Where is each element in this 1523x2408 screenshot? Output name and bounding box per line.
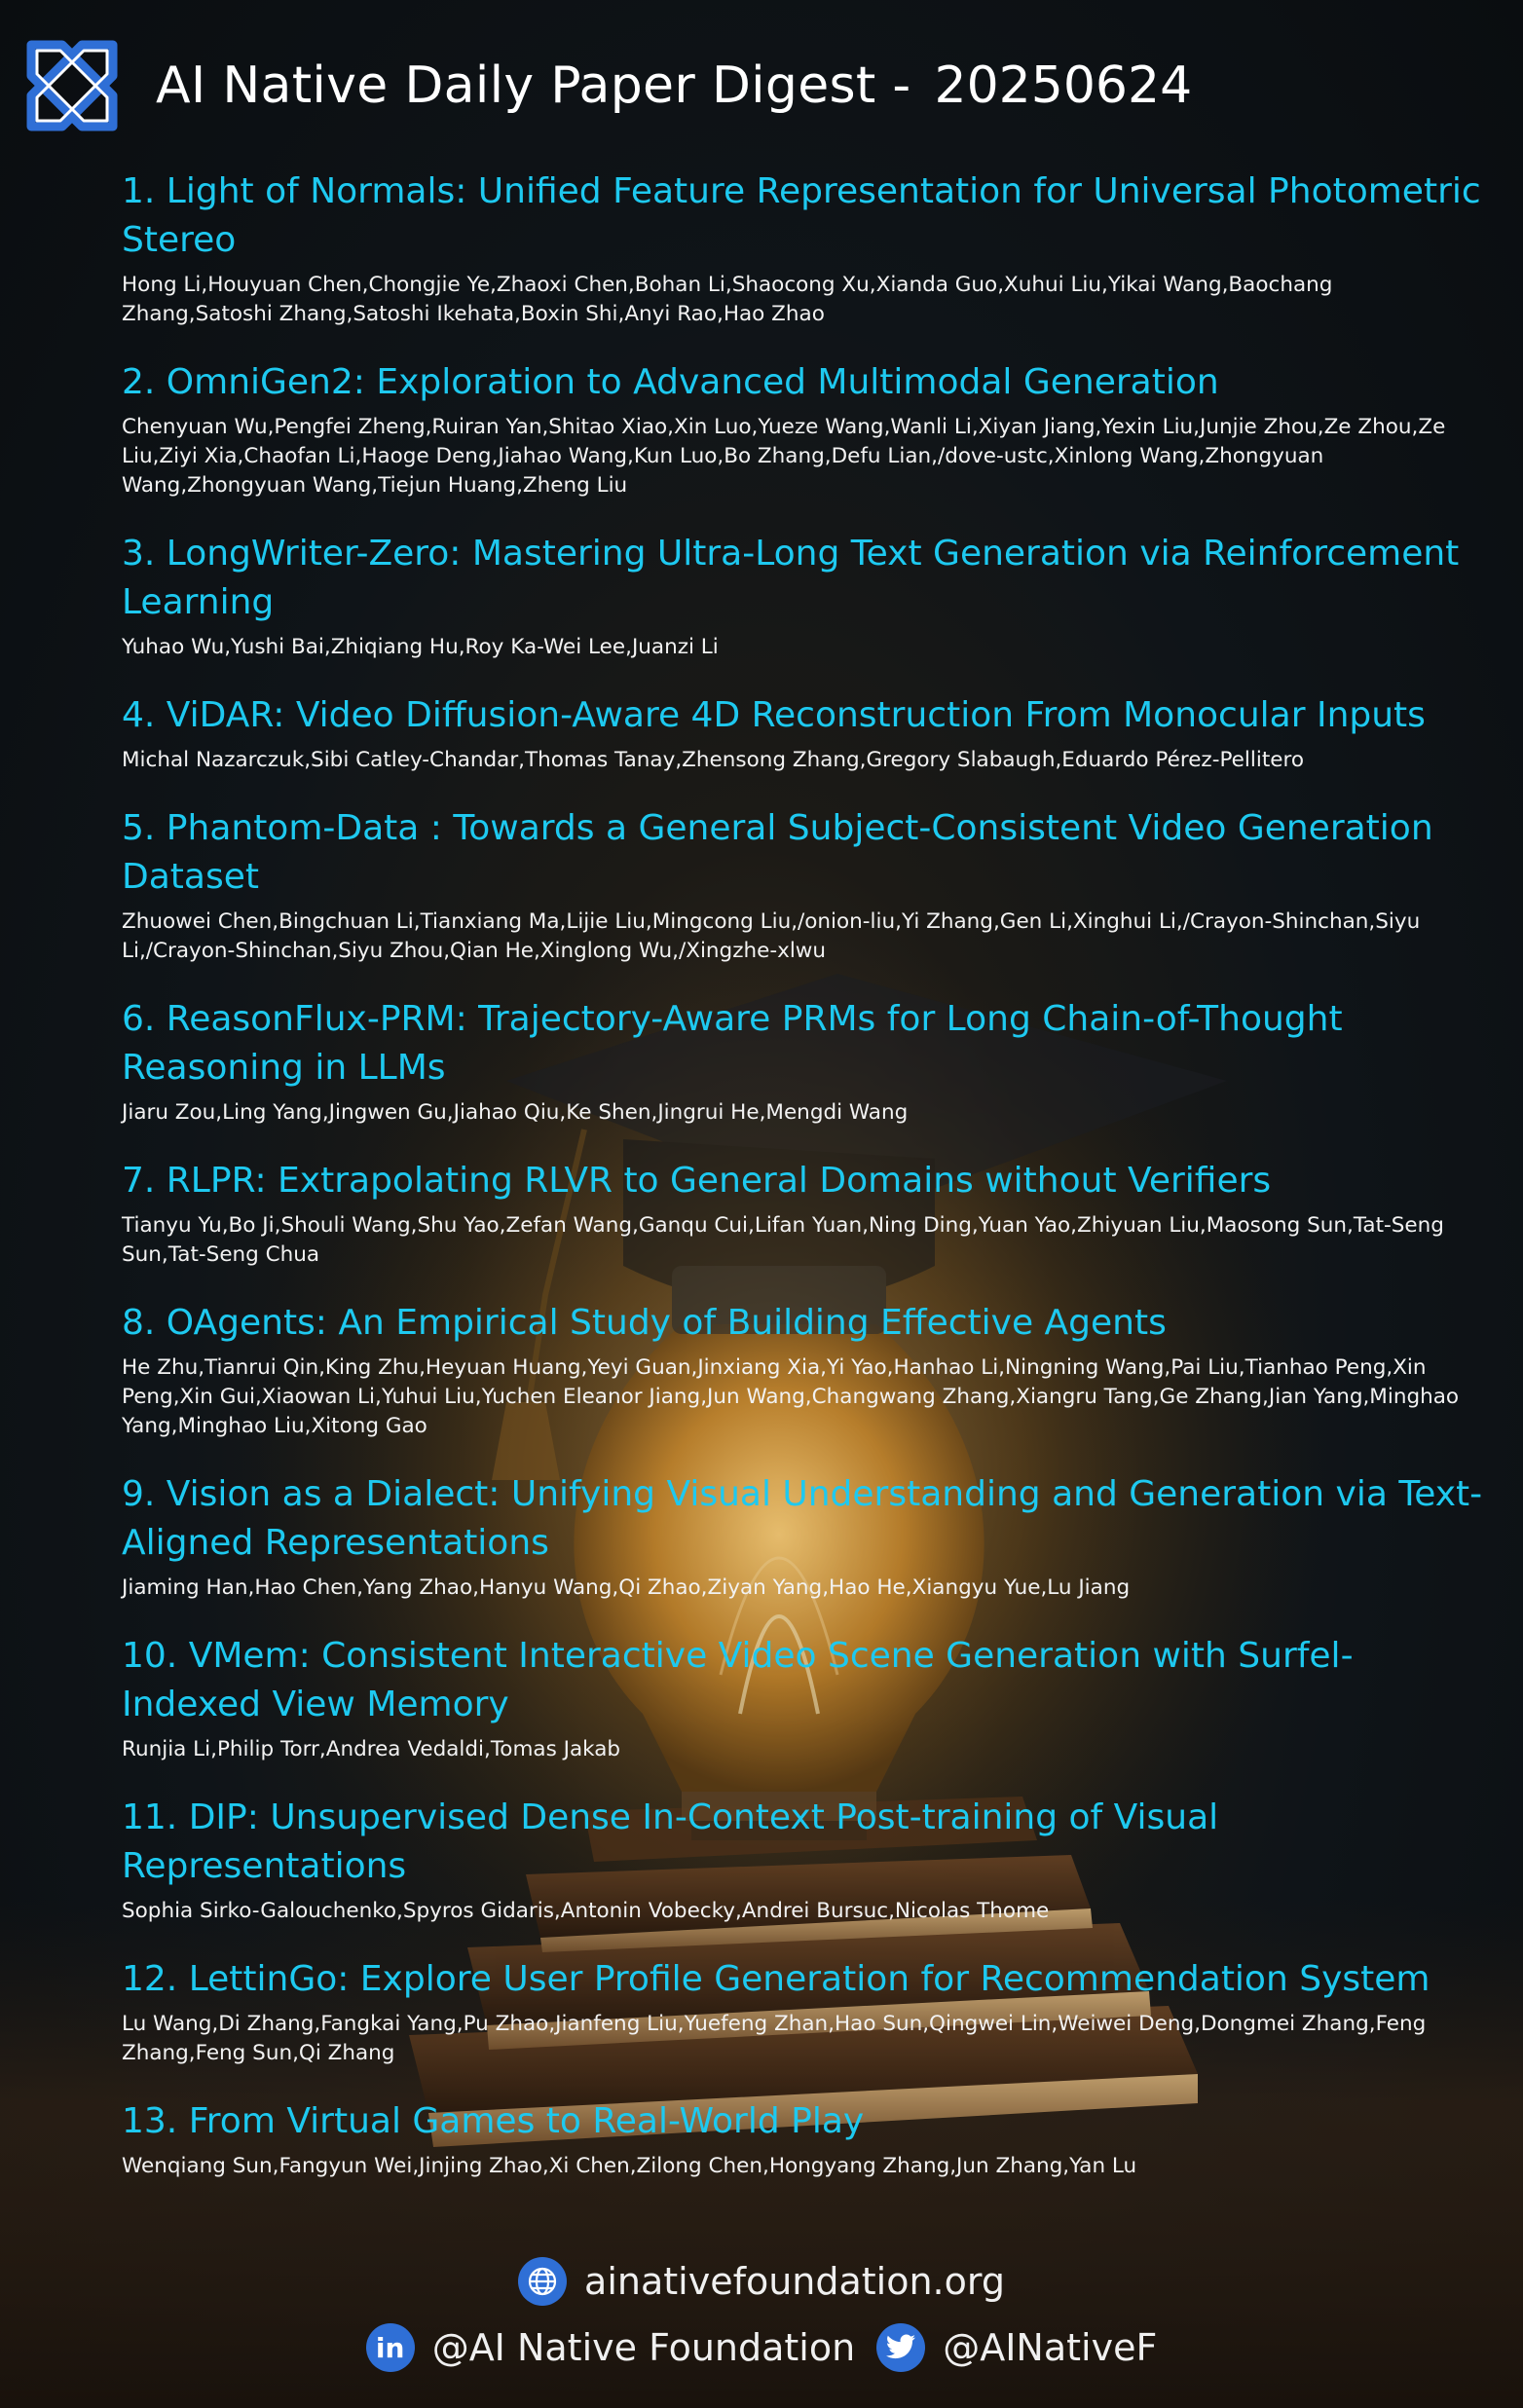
paper-authors: Sophia Sirko-Galouchenko,Spyros Gidaris,Antonin Vobecky,Andrei Bursuc,Nicolas Thome xyxy=(122,1899,1050,1923)
paper-title[interactable]: 6. ReasonFlux-PRM: Trajectory-Aware PRMs for Long Chain-of-Thought Reasoning in LLMs xyxy=(122,999,1343,1088)
paper-title[interactable]: 5. Phantom-Data : Towards a General Subject-Consistent Video Generation Dataset xyxy=(122,808,1433,897)
paper-item xyxy=(122,1794,1485,1926)
paper-item xyxy=(122,691,1485,775)
linkedin-icon: in xyxy=(366,2323,415,2372)
footer-social-row xyxy=(0,2323,1523,2372)
paper-item xyxy=(122,2097,1485,2181)
footer xyxy=(0,2257,1523,2372)
paper-authors: Chenyuan Wu,Pengfei Zheng,Ruiran Yan,Shitao Xiao,Xin Luo,Yueze Wang,Wanli Li,Xiyan Jiang,Yexin Liu,Junjie Zhou,Ze Zhou,Ze Liu,Ziyi Xia,Chaofan Li,Haoge Deng,Jiahao Wang,Kun Luo,Bo Zhang,Defu Lian,/dove-ustc,Xinlong Wang,Zhongyuan Wang,Zhongyuan Wang,Tiejun Huang,Zheng Liu xyxy=(122,415,1446,498)
paper-title[interactable]: 1. Light of Normals: Unified Feature Representation for Universal Photometric Stereo xyxy=(122,171,1481,260)
paper-title[interactable]: 10. VMem: Consistent Interactive Video Scene Generation with Surfel-Indexed View Memory xyxy=(122,1636,1354,1724)
paper-item xyxy=(122,167,1485,329)
paper-item xyxy=(122,804,1485,966)
paper-title[interactable]: 2. OmniGen2: Exploration to Advanced Multimodal Generation xyxy=(122,362,1219,402)
linkedin-link[interactable]: @AI Native Foundation xyxy=(431,2326,856,2369)
paper-authors: Jiaming Han,Hao Chen,Yang Zhao,Hanyu Wang,Qi Zhao,Ziyan Yang,Hao He,Xiangyu Yue,Lu Jiang xyxy=(122,1575,1131,1600)
paper-authors: He Zhu,Tianrui Qin,King Zhu,Heyuan Huang,Yeyi Guan,Jinxiang Xia,Yi Yao,Hanhao Li,Ningning Wang,Pai Liu,Tianhao Peng,Xin Peng,Xin Gui,Xiaowan Li,Yuhui Liu,Yuchen Eleanor Jiang,Jun Wang,Changwang Zhang,Xiangru Tang,Ge Zhang,Jian Yang,Minghao Yang,Minghao Liu,Xitong Gao xyxy=(122,1355,1460,1438)
header xyxy=(23,37,1192,134)
paper-title[interactable]: 8. OAgents: An Empirical Study of Building Effective Agents xyxy=(122,1303,1167,1343)
twitter-link[interactable]: @AINativeF xyxy=(943,2326,1158,2369)
paper-title[interactable]: 4. ViDAR: Video Diffusion-Aware 4D Reconstruction From Monocular Inputs xyxy=(122,695,1426,735)
paper-title[interactable]: 9. Vision as a Dialect: Unifying Visual Understanding and Generation via Text-Aligned Representations xyxy=(122,1474,1483,1563)
paper-title[interactable]: 3. LongWriter-Zero: Mastering Ultra-Long Text Generation via Reinforcement Learning xyxy=(122,534,1460,622)
paper-authors: Wenqiang Sun,Fangyun Wei,Jinjing Zhao,Xi Chen,Zilong Chen,Hongyang Zhang,Jun Zhang,Yan Lu xyxy=(122,2154,1137,2178)
paper-authors: Jiaru Zou,Ling Yang,Jingwen Gu,Jiahao Qiu,Ke Shen,Jingrui He,Mengdi Wang xyxy=(122,1100,909,1125)
paper-authors: Hong Li,Houyuan Chen,Chongjie Ye,Zhaoxi Chen,Bohan Li,Shaocong Xu,Xianda Guo,Xuhui Liu,Yikai Wang,Baochang Zhang,Satoshi Zhang,Satoshi Ikehata,Boxin Shi,Anyi Rao,Hao Zhao xyxy=(122,273,1333,326)
footer-website-row xyxy=(0,2257,1523,2306)
paper-list xyxy=(122,167,1485,2210)
paper-item xyxy=(122,995,1485,1128)
paper-title[interactable]: 11. DIP: Unsupervised Dense In-Context Post-training of Visual Representations xyxy=(122,1797,1219,1886)
website-link[interactable]: ainativefoundation.org xyxy=(584,2260,1005,2303)
digest-date: 20250624 xyxy=(934,56,1193,115)
paper-item xyxy=(122,1157,1485,1270)
paper-title[interactable]: 12. LettinGo: Explore User Profile Generation for Recommendation System xyxy=(122,1959,1430,1999)
paper-item xyxy=(122,530,1485,662)
globe-icon xyxy=(518,2257,567,2306)
paper-authors: Zhuowei Chen,Bingchuan Li,Tianxiang Ma,Lijie Liu,Mingcong Liu,/onion-liu,Yi Zhang,Gen Li,Xinghui Li,/Crayon-Shinchan,Siyu Li,/Crayon-Shinchan,Siyu Zhou,Qian He,Xinglong Wu,/Xingzhe-xlwu xyxy=(122,909,1421,963)
paper-item xyxy=(122,1299,1485,1441)
twitter-icon xyxy=(876,2323,925,2372)
ai-native-logo-icon xyxy=(23,37,121,134)
paper-item xyxy=(122,1632,1485,1764)
paper-authors: Tianyu Yu,Bo Ji,Shouli Wang,Shu Yao,Zefan Wang,Ganqu Cui,Lifan Yuan,Ning Ding,Yuan Yao,Zhiyuan Liu,Maosong Sun,Tat-Seng Sun,Tat-Seng Chua xyxy=(122,1213,1444,1267)
paper-authors: Michal Nazarczuk,Sibi Catley-Chandar,Thomas Tanay,Zhensong Zhang,Gregory Slabaugh,Eduardo Pérez-Pellitero xyxy=(122,748,1305,772)
paper-title[interactable]: 13. From Virtual Games to Real-World Play xyxy=(122,2101,865,2141)
paper-item xyxy=(122,1955,1485,2068)
paper-item xyxy=(122,1470,1485,1603)
page-title: AI Native Daily Paper Digest - xyxy=(156,56,911,115)
paper-item xyxy=(122,358,1485,500)
paper-authors: Yuhao Wu,Yushi Bai,Zhiqiang Hu,Roy Ka-Wei Lee,Juanzi Li xyxy=(122,635,719,659)
paper-authors: Lu Wang,Di Zhang,Fangkai Yang,Pu Zhao,Jianfeng Liu,Yuefeng Zhan,Hao Sun,Qingwei Lin,Weiwei Deng,Dongmei Zhang,Feng Zhang,Feng Sun,Qi Zhang xyxy=(122,2012,1427,2065)
paper-authors: Runjia Li,Philip Torr,Andrea Vedaldi,Tomas Jakab xyxy=(122,1737,621,1761)
paper-title[interactable]: 7. RLPR: Extrapolating RLVR to General Domains without Verifiers xyxy=(122,1161,1272,1201)
